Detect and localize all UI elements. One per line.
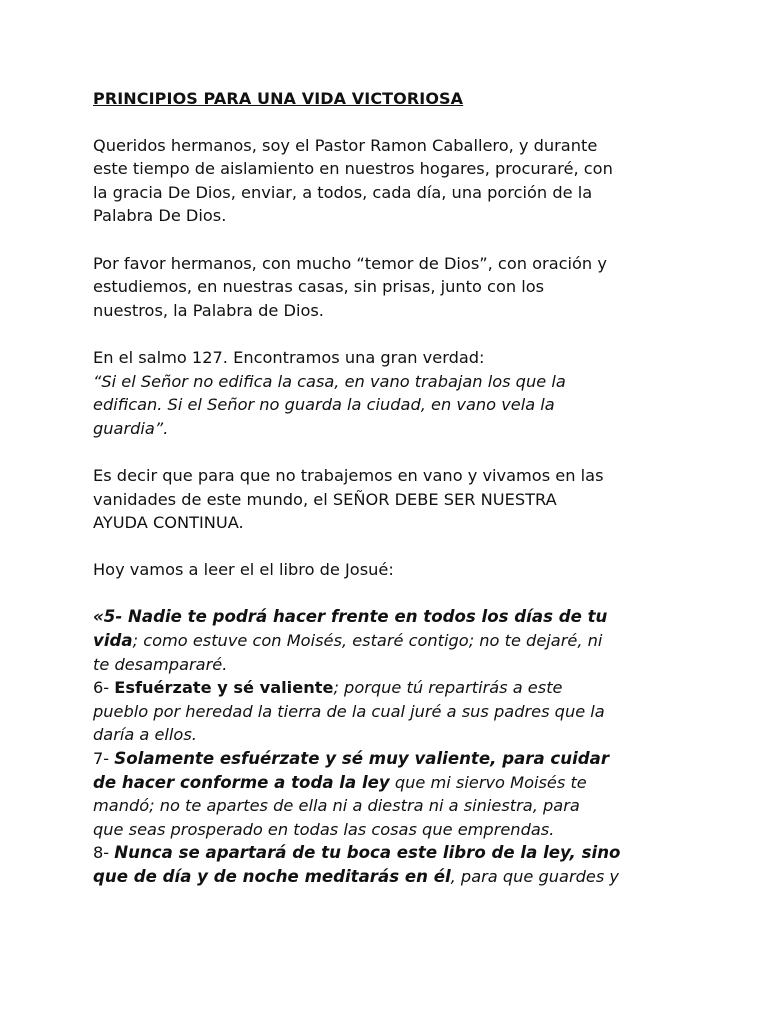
verse-bold: que de día y de noche meditarás en él (93, 867, 451, 886)
verse-8-line (93, 865, 683, 889)
verse-5-line: «5- Nadie te podrá hacer frente en todos los días de tu (93, 607, 608, 627)
verse-5-line (93, 629, 683, 653)
verse-5-line: te desampararé. (93, 654, 228, 674)
text-line: Palabra De Dios. (93, 206, 227, 226)
quote-line: guardia”. (93, 418, 169, 438)
quote-line: “Si el Señor no edifica la casa, en vano trabajan los que la (93, 371, 566, 391)
verse-7-line: mandó; no te apartes de ella ni a diestra ni a siniestra, para (93, 796, 580, 816)
verse-6-line (93, 676, 683, 700)
spacer (93, 110, 683, 134)
verse-8-line (93, 841, 683, 865)
verse-bold: vida (93, 631, 133, 651)
verse-italic: , para que guardes y (450, 867, 619, 886)
quote-line: edifican. Si el Señor no guarda la ciudad, en vano vela la (93, 395, 555, 415)
text-line: nuestros, la Palabra de Dios. (93, 300, 324, 320)
verse-bold: Nunca se apartará de tu boca este libro de la ley, sino (114, 843, 621, 863)
text-line: Es decir que para que no trabajemos en vano y vivamos en las (93, 465, 604, 485)
verse-italic: ; como estuve con Moisés, estaré contigo; no te dejaré, ni (132, 631, 603, 651)
verses-block (93, 605, 683, 888)
paragraph-intro (93, 134, 683, 228)
text-line: Por favor hermanos, con mucho “temor de Dios”, con oración y (93, 253, 607, 273)
verse-italic: que mi siervo Moisés te (389, 772, 587, 792)
text-line: este tiempo de aislamiento en nuestros hogares, procuraré, con (93, 159, 613, 179)
paragraph-meaning (93, 464, 683, 535)
spacer (93, 440, 683, 464)
text-line: Queridos hermanos, soy el Pastor Ramon Caballero, y durante (93, 135, 598, 155)
paragraph-request (93, 252, 683, 323)
spacer (93, 322, 683, 346)
text-line: vanidades de este mundo, el SEÑOR DEBE SER NUESTRA (93, 489, 557, 509)
spacer (93, 228, 683, 252)
verse-italic: ; porque tú repartirás a este (333, 678, 563, 698)
verse-number: 6- (93, 678, 115, 698)
paragraph-reading (93, 558, 683, 582)
verse-7-line: que seas prosperado en todas las cosas que emprendas. (93, 819, 555, 839)
text-line: estudiemos, en nuestras casas, sin prisas, junto con los (93, 277, 545, 297)
verse-6-line: daría a ellos. (93, 725, 197, 745)
verse-bold: de hacer conforme a toda la ley (93, 772, 390, 792)
text-line: la gracia De Dios, enviar, a todos, cada día, una porción de la (93, 182, 593, 202)
verse-6-line: pueblo por heredad la tierra de la cual juré a sus padres que la (93, 701, 605, 721)
text-line: En el salmo 127. Encontramos una gran verdad: (93, 347, 485, 367)
spacer (93, 582, 683, 606)
verse-number: 8- (93, 843, 115, 863)
text-line: AYUDA CONTINUA. (93, 513, 244, 533)
paragraph-psalm (93, 346, 683, 440)
verse-7-line (93, 747, 683, 771)
verse-bold: Esfuérzate y sé valiente (114, 678, 334, 698)
verse-7-line (93, 771, 683, 795)
document-page (93, 88, 683, 889)
verse-bold: Solamente esfuérzate y sé muy valiente, para cuidar (114, 749, 610, 769)
spacer (93, 535, 683, 559)
document-title: PRINCIPIOS PARA UNA VIDA VICTORIOSA (93, 89, 464, 108)
verse-number: 7- (93, 749, 115, 769)
text-line: Hoy vamos a leer el el libro de Josué: (93, 560, 394, 580)
